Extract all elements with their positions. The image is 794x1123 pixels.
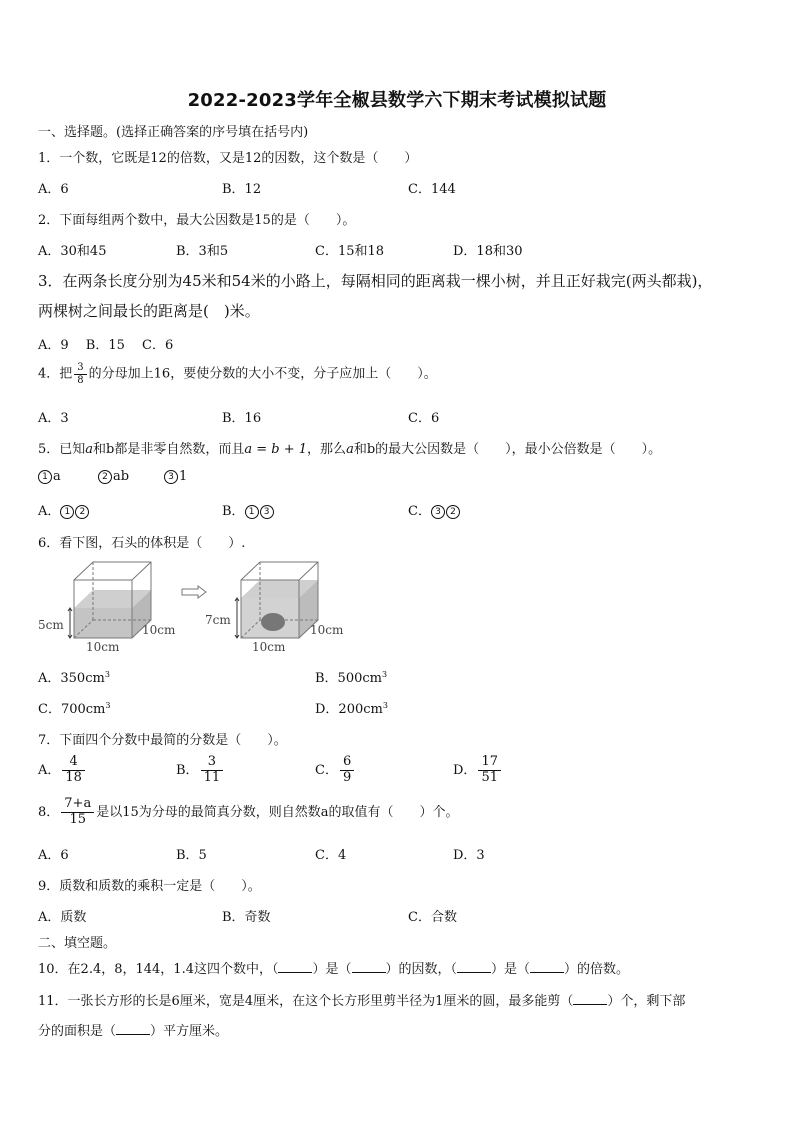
circled-number-icon: 2 <box>98 470 112 484</box>
question-8 <box>38 797 459 828</box>
denominator: 9 <box>342 769 352 785</box>
numerator: 3 <box>201 755 224 771</box>
q5-variable-a-2: a <box>346 442 354 457</box>
q5-text-1: 5．已知 <box>38 442 86 457</box>
question-4 <box>38 362 437 386</box>
q7-option-c[interactable] <box>315 755 356 786</box>
q5-item-1 <box>38 469 61 484</box>
q10-text-5: ）的倍数。 <box>564 962 630 977</box>
q4-prefix: 4．把 <box>38 366 73 382</box>
q5-item-3 <box>164 469 187 484</box>
q8-fraction <box>61 797 94 828</box>
q1-option-c[interactable]: C．144 <box>408 182 456 197</box>
question-5 <box>38 438 661 457</box>
question-11-line-1 <box>38 990 685 1009</box>
q5-item-1-text: a <box>53 469 61 484</box>
q6-option-b[interactable] <box>315 667 387 686</box>
q5-option-b[interactable] <box>222 500 275 519</box>
question-2: 2．下面每组两个数中，最大公因数是15的是（ ）。 <box>38 213 356 228</box>
q7-d-fraction <box>478 755 501 786</box>
question-1: 1．一个数，它既是12的倍数，又是12的因数，这个数是（ ） <box>38 151 418 166</box>
numerator: 4 <box>62 755 85 771</box>
circled-number-icon: 3 <box>431 505 445 519</box>
q8-prefix: 8． <box>38 804 60 820</box>
q5-option-c-label: C． <box>408 504 431 519</box>
q7-a-fraction <box>62 755 85 786</box>
answer-blank[interactable] <box>573 994 607 1005</box>
circled-number-icon: 1 <box>38 470 52 484</box>
q1-option-b[interactable]: B．12 <box>222 182 262 197</box>
left-width-label: 10cm <box>86 640 120 654</box>
q8-denominator: 15 <box>69 811 87 827</box>
q2-option-d[interactable]: D．18和30 <box>453 244 523 259</box>
right-height-label: 7cm <box>205 613 231 627</box>
q8-option-d[interactable]: D．3 <box>453 848 485 863</box>
q10-text-3: ）的因数，（ <box>385 962 458 977</box>
question-3-line-1: 3．在两条长度分别为45米和54米的小路上，每隔相同的距离栽一棵小树，并且正好栽完(两头都栽)， <box>38 272 713 290</box>
q10-text-1: 10．在2.4，8，144，1.4这四个数中，（ <box>38 962 279 977</box>
q7-option-b-label: B． <box>176 762 199 778</box>
q7-option-d-label: D． <box>453 762 477 778</box>
circled-number-icon: 2 <box>446 505 460 519</box>
denominator: 51 <box>481 769 498 785</box>
q5-text-3: ，那么 <box>307 442 347 457</box>
left-tank <box>68 562 151 638</box>
q6-option-b-sup: 3 <box>381 670 388 679</box>
q4-denominator: 8 <box>77 374 84 386</box>
q2-option-a[interactable]: A．30和45 <box>38 244 107 259</box>
right-depth-label: 10cm <box>310 623 344 637</box>
q8-suffix: 是以15为分母的最简真分数，则自然数a的取值有（ ）个。 <box>96 804 459 820</box>
right-width-label: 10cm <box>252 640 286 654</box>
stone-shape <box>261 613 285 631</box>
denominator: 11 <box>203 769 221 785</box>
q4-fraction <box>74 362 86 386</box>
question-9: 9．质数和质数的乘积一定是（ ）。 <box>38 879 261 894</box>
page-title: 2022-2023学年全椒县数学六下期末考试模拟试题 <box>187 90 607 111</box>
tank-diagram <box>36 558 356 658</box>
section-choice-heading: 一、选择题。(选择正确答案的序号填在括号内) <box>38 125 309 140</box>
question-3-line-2: 两棵树之间最长的距离是( )米。 <box>38 302 260 320</box>
q1-option-a[interactable]: A．6 <box>38 182 69 197</box>
q7-c-fraction <box>340 755 354 786</box>
q7-option-b[interactable] <box>176 755 225 786</box>
q4-suffix: 的分母加上16，要使分数的大小不变，分子应加上（ ）。 <box>88 366 437 382</box>
question-10 <box>38 958 629 977</box>
q7-option-a[interactable] <box>38 755 87 786</box>
question-6: 6．看下图，石头的体积是（ ）. <box>38 536 246 551</box>
arrow-right-icon <box>182 586 206 598</box>
q11-text-3: 分的面积是（ <box>38 1024 117 1039</box>
q11-text-4: ）平方厘米。 <box>150 1024 229 1039</box>
q6-option-a[interactable] <box>38 667 110 686</box>
denominator: 18 <box>65 769 82 785</box>
q3-options[interactable]: A．9 B．15 C．6 <box>38 338 174 353</box>
question-7: 7．下面四个分数中最简的分数是（ ）。 <box>38 733 287 748</box>
q5-variable-a: a <box>85 442 94 457</box>
q6-option-a-sup: 3 <box>104 670 110 679</box>
q6-option-d-sup: 3 <box>382 701 388 710</box>
q5-text-4: 和b的最大公因数是（ ），最小公倍数是（ ）。 <box>353 442 662 457</box>
q6-option-c-label: C．700cm <box>38 702 106 717</box>
q5-option-a[interactable] <box>38 500 90 519</box>
numerator: 17 <box>478 755 501 771</box>
circled-number-icon: 2 <box>75 505 89 519</box>
numerator: 6 <box>340 755 354 771</box>
circled-number-icon: 3 <box>260 505 274 519</box>
q4-numerator: 3 <box>74 362 86 375</box>
q8-option-b[interactable]: B．5 <box>176 848 207 863</box>
q5-text-2: 和b都是非零自然数，而且 <box>93 442 245 457</box>
q9-option-c[interactable]: C．合数 <box>408 910 457 925</box>
q8-option-c[interactable]: C．4 <box>315 848 347 863</box>
water-tank-figure <box>36 558 356 658</box>
q4-option-c[interactable]: C．6 <box>408 411 440 426</box>
answer-blank[interactable] <box>457 962 491 973</box>
q5-equation: a = b + 1 <box>244 442 308 457</box>
left-depth-label: 10cm <box>142 623 176 637</box>
q5-option-a-label: A． <box>38 504 61 519</box>
answer-blank[interactable] <box>278 962 312 973</box>
q6-option-d-label: D．200cm <box>315 702 383 717</box>
answer-blank[interactable] <box>116 1024 150 1035</box>
q7-b-fraction <box>201 755 224 786</box>
left-height-label: 5cm <box>38 618 64 632</box>
q11-text-1: 11．一张长方形的长是6厘米，宽是4厘米，在这个长方形里剪半径为1厘米的圆，最多能剪（ <box>38 994 574 1009</box>
q7-option-d[interactable] <box>453 755 503 786</box>
q2-option-c[interactable]: C．15和18 <box>315 244 385 259</box>
q6-option-c-sup: 3 <box>105 701 111 710</box>
answer-blank[interactable] <box>352 962 386 973</box>
answer-blank[interactable] <box>530 962 564 973</box>
question-11-line-2 <box>38 1020 228 1039</box>
q5-item-2-text: ab <box>113 469 130 484</box>
q10-text-4: ）是（ <box>491 962 531 977</box>
q8-option-a[interactable]: A．6 <box>38 848 69 863</box>
q5-item-2 <box>98 469 129 484</box>
q6-option-d[interactable] <box>315 698 388 717</box>
q5-option-c[interactable] <box>408 500 461 519</box>
q5-item-3-text: 1 <box>179 469 188 484</box>
q6-option-a-label: A．350cm <box>38 671 105 686</box>
q7-option-a-label: A． <box>38 762 61 778</box>
section-fill-heading: 二、填空题。 <box>38 936 117 951</box>
q9-option-b[interactable]: B．奇数 <box>222 910 271 925</box>
q8-numerator: 7+a <box>61 797 94 813</box>
circled-number-icon: 1 <box>245 505 259 519</box>
q2-option-b[interactable]: B．3和5 <box>176 244 229 259</box>
circled-number-icon: 3 <box>164 470 178 484</box>
q10-text-2: ）是（ <box>312 962 352 977</box>
q11-text-2: ）个，剩下部 <box>607 994 686 1009</box>
q5-option-b-label: B． <box>222 504 245 519</box>
q6-option-c[interactable] <box>38 698 110 717</box>
circled-number-icon: 1 <box>60 505 74 519</box>
q7-option-c-label: C． <box>315 762 338 778</box>
q9-option-a[interactable]: A．质数 <box>38 910 87 925</box>
q6-option-b-label: B．500cm <box>315 671 382 686</box>
q4-option-a[interactable]: A．3 <box>38 411 69 426</box>
q4-option-b[interactable]: B．16 <box>222 411 262 426</box>
left-water-front <box>74 608 132 638</box>
